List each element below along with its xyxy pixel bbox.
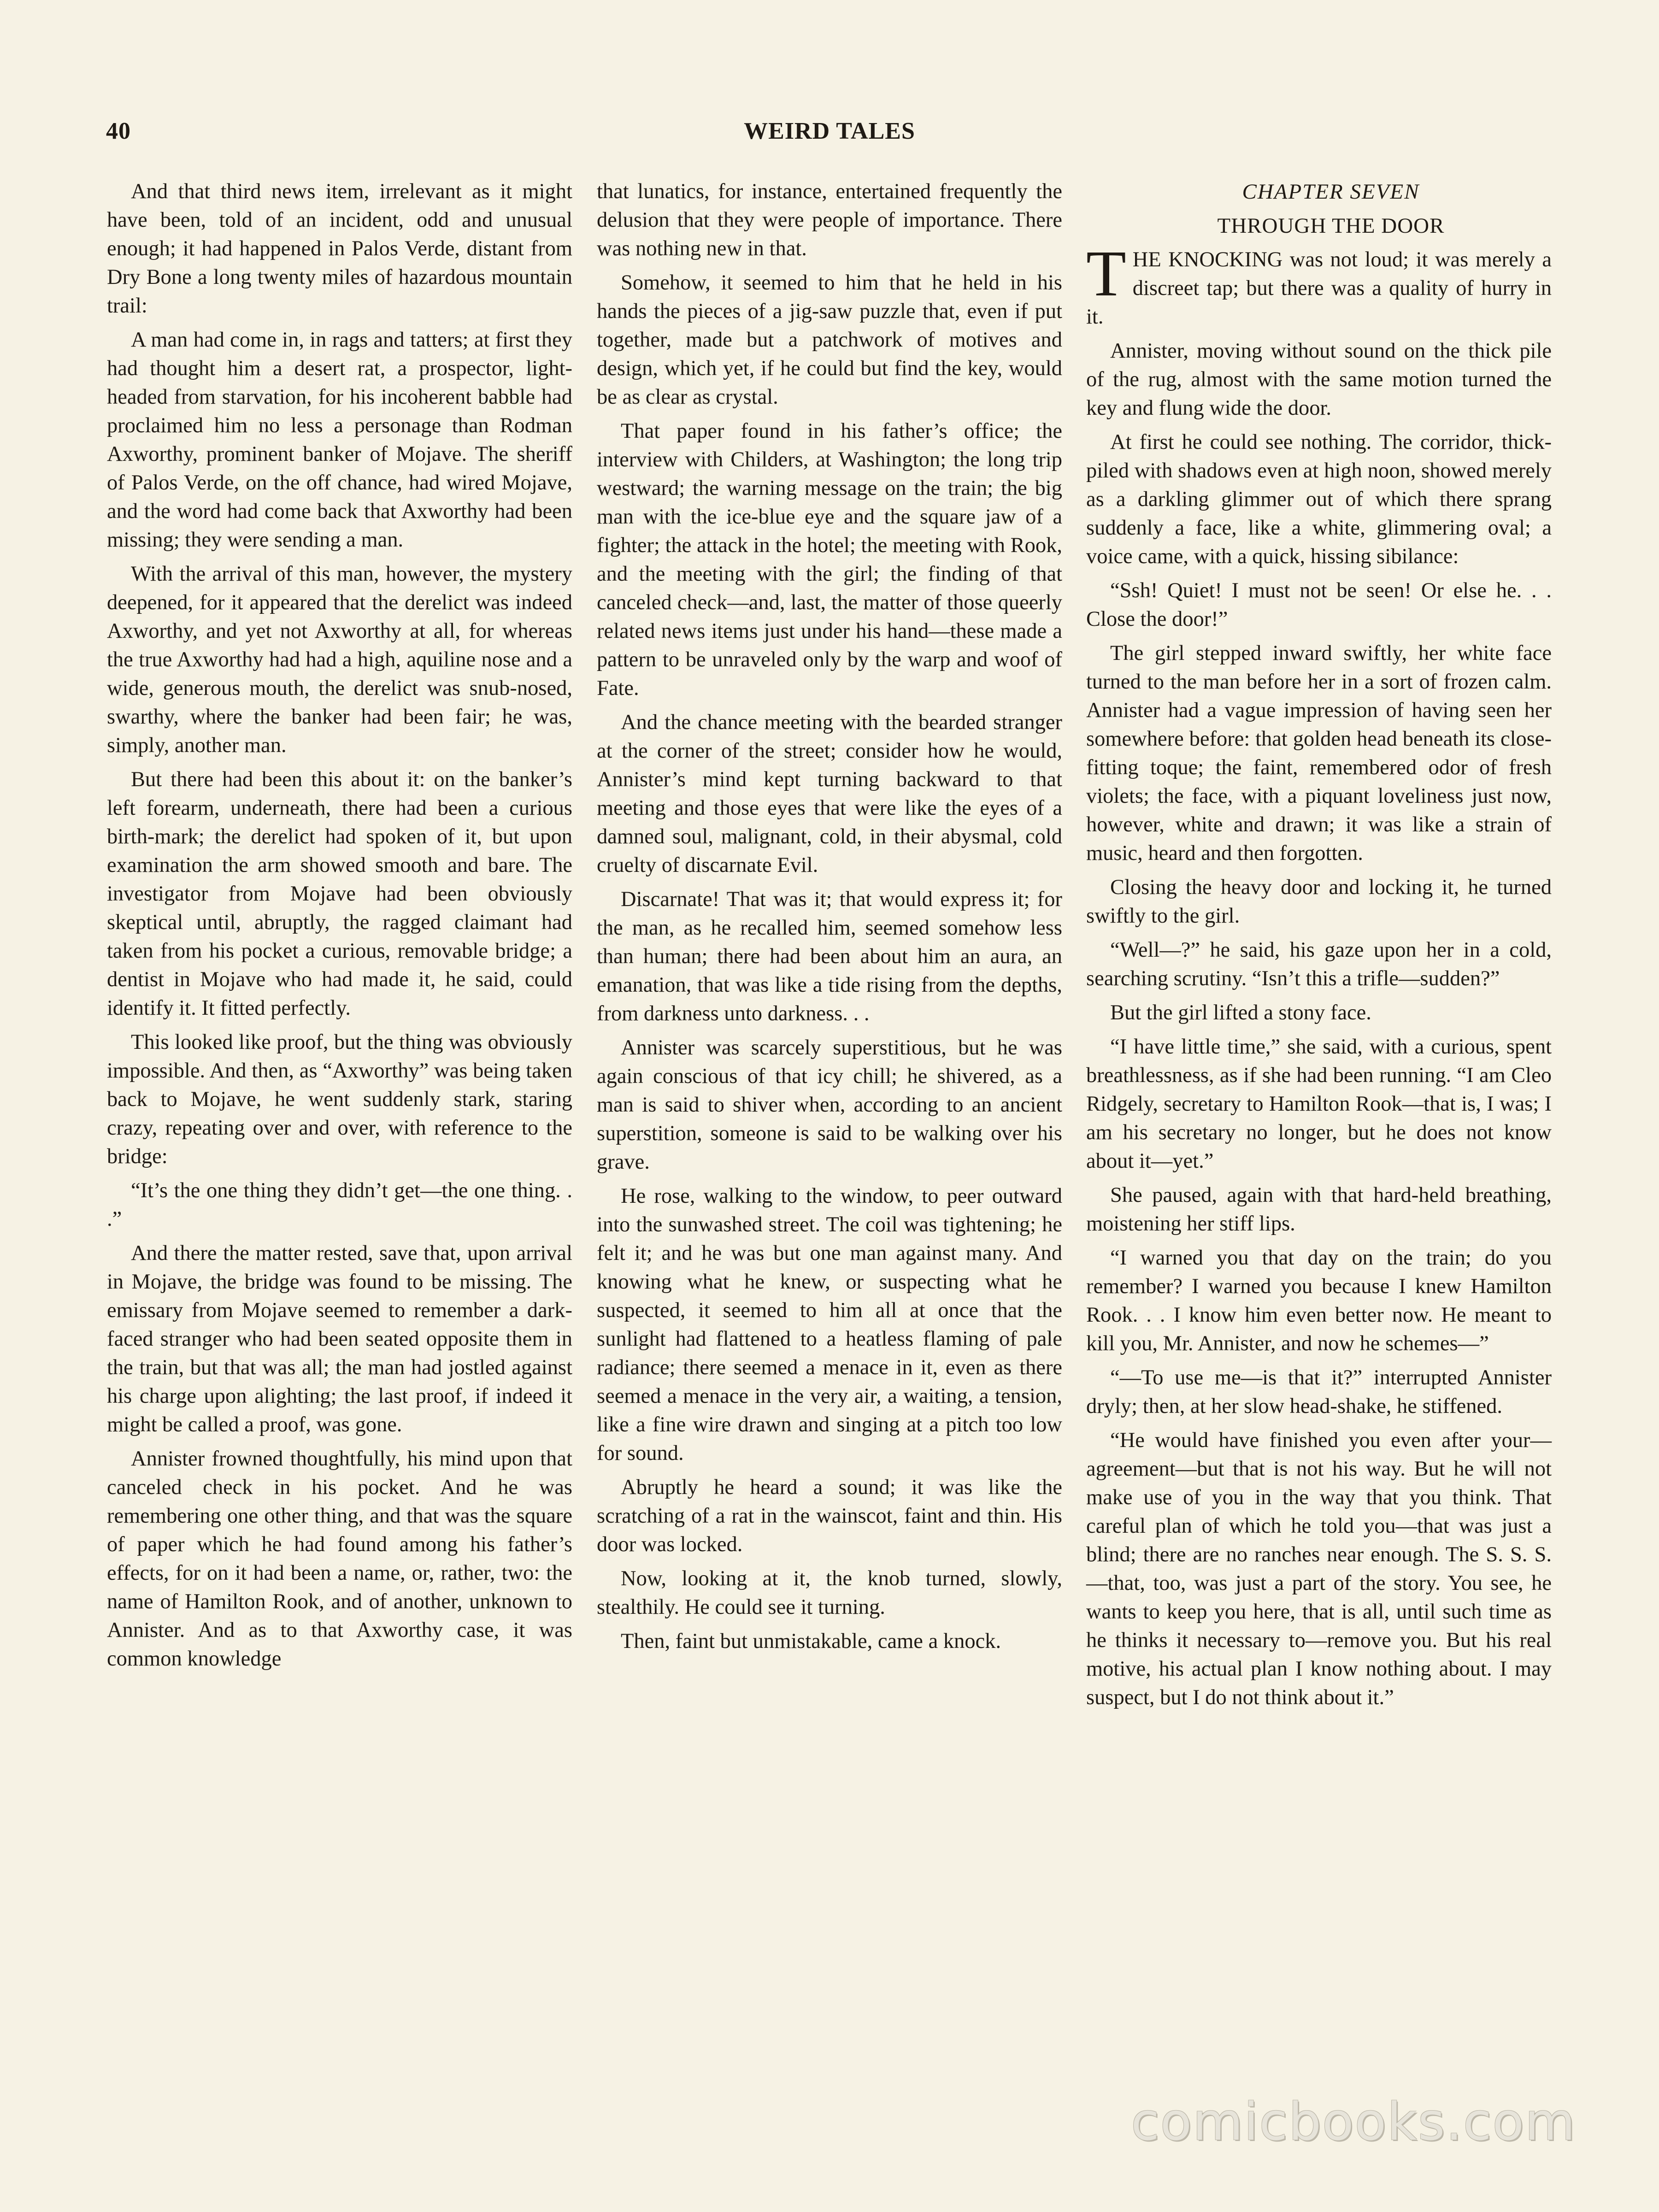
chapter-label: CHAPTER SEVEN	[1242, 180, 1420, 204]
paragraph: “Well—?” he said, his gaze upon her in a cold, searching scrutiny. “Isn’t this a trifle—sudden?”	[1086, 938, 1552, 990]
paragraph: She paused, again with that hard-held breathing, moistening her stiff lips.	[1086, 1183, 1552, 1235]
opening-text: HE KNOCKING was not loud; it was merely a discreet tap; but there was a quality of hurry in it.	[1086, 248, 1552, 329]
paragraph: Annister frowned thoughtfully, his mind upon that canceled check in his pocket. And he was remembering one other thing, and that was the square of paper which he had found among his father’s effects, for on it had been a name, or, rather, two: the name of Hamilton Rook, and of another, unknown to Annister. And as to that Axworthy case, it was common knowledge	[107, 1447, 572, 1671]
paragraph: Abruptly he heard a sound; it was like the scratching of a rat in the wainscot, faint and thin. His door was locked.	[597, 1476, 1062, 1556]
opening-paragraph	[1086, 237, 1552, 331]
drop-cap: T	[1086, 237, 1126, 310]
paragraph: “He would have finished you even after your—agreement—but that is not his way. But he will not make use of you in the way that you think. That careful plan of which he told you—that was just a blind; there are no ranches near enough. The S. S. S.—that, too, was just a part of the story. You see, he wants to keep you here, that is all, until such time as he thinks it necessary to—remove you. But his real motive, his actual plan I know nothing about. I may suspect, but I do not think about it.”	[1086, 1429, 1552, 1709]
paragraph: But there had been this about it: on the banker’s left forearm, underneath, there had been a curious birth-mark; the derelict had spoken of it, but upon examination the arm showed smooth and bare. The investigator from Mojave had been obviously skeptical until, abruptly, the ragged claimant had taken from his pocket a curious, removable bridge; a dentist in Mojave who had made it, he said, could identify it. It fitted perfectly.	[107, 768, 572, 1020]
page-header	[106, 118, 1553, 154]
paragraph: “It’s the one thing they didn’t get—the one thing. . .”	[107, 1179, 572, 1231]
paragraph: “—To use me—is that it?” interrupted Annister dryly; then, at her slow head-shake, he stiffened.	[1086, 1366, 1552, 1418]
running-title: WEIRD TALES	[744, 118, 915, 144]
site-watermark: comicbooks.com	[1130, 2092, 1576, 2152]
paragraph: And there the matter rested, save that, upon arrival in Mojave, the bridge was found to be missing. The emissary from Mojave seemed to remember a dark-faced stranger who had been seated opposite them in the train, but that was all; the man had jostled against his charge upon alighting; the last proof, if indeed it might be called a proof, was gone.	[107, 1241, 572, 1436]
paragraph: Annister, moving without sound on the thick pile of the rug, almost with the same motion turned the key and flung wide the door.	[1086, 339, 1552, 420]
paragraph: Now, looking at it, the knob turned, slowly, stealthily. He could see it turning.	[597, 1567, 1062, 1619]
text-column-3	[1086, 177, 1552, 1718]
paragraph: Discarnate! That was it; that would express it; for the man, as he recalled him, seemed somehow less than human; there had been about him an aura, an emanation, that was like a tide rising from the depths, from darkness unto darkness. . .	[597, 888, 1062, 1025]
paragraph: At first he could see nothing. The corridor, thick-piled with shadows even at high noon, showed merely as a darkling glimmer out of which there sprang suddenly a face, like a white, glimmering oval; a voice came, with a quick, hissing sibilance:	[1086, 430, 1552, 568]
paragraph: The girl stepped inward swiftly, her white face turned to the man before her in a sort of frozen calm. Annister had a vague impression of having seen her somewhere before: that golden head beneath its close-fitting toque; the faint, remembered odor of fresh violets; the face, with a piquant loveliness just now, however, white and drawn; it was like a strain of music, heard and then forgotten.	[1086, 641, 1552, 865]
paragraph: “Ssh! Quiet! I must not be seen! Or else he. . . Close the door!”	[1086, 579, 1552, 631]
paragraph: That paper found in his father’s office; the interview with Childers, at Washington; the long trip westward; the warning message on the train; the big man with the ice-blue eye and the square jaw of a fighter; the attack in the hotel; the meeting with Rook, and the meeting with the girl; the finding of that canceled check—and, last, the matter of those queerly related news items just under his hand—these made a pattern to be unraveled only by the warp and woof of Fate.	[597, 419, 1062, 700]
paragraph: A man had come in, in rags and tatters; at first they had thought him a desert rat, a prospector, light-headed from starvation, for his incoherent babble had proclaimed him no less a personage than Rodman Axworthy, prominent banker of Mojave. The sheriff of Palos Verde, on the off chance, had wired Mojave, and the word had come back that Axworthy had been missing; they were sending a man.	[107, 328, 572, 552]
chapter-title: THROUGH THE DOOR	[1217, 214, 1445, 238]
paragraph: And the chance meeting with the bearded stranger at the corner of the street; consider how he would, Annister’s mind kept turning backward to that meeting and those eyes that were like the eyes of a damned soul, malignant, cold, in their abysmal, cold cruelty of discarnate Evil.	[597, 711, 1062, 877]
paragraph: that lunatics, for instance, entertained frequently the delusion that they were people of importance. There was nothing new in that.	[597, 180, 1062, 260]
paragraph: Annister was scarcely superstitious, but he was again conscious of that icy chill; he shivered, as a man is said to shiver when, according to an ancient superstition, someone is said to be walking over his grave.	[597, 1036, 1062, 1174]
paragraph: And that third news item, irrelevant as it might have been, told of an incident, odd and unusual enough; it had happened in Palos Verde, distant from Dry Bone a long twenty miles of hazardous mountain trail:	[107, 180, 572, 318]
paragraph: Somehow, it seemed to him that he held in his hands the pieces of a jig-saw puzzle that, even if put together, made but a patchwork of motives and design, which yet, if he could but find the key, would be as clear as crystal.	[597, 271, 1062, 409]
paragraph: Closing the heavy door and locking it, he turned swiftly to the girl.	[1086, 876, 1552, 928]
paragraph: With the arrival of this man, however, the mystery deepened, for it appeared that the derelict was indeed Axworthy, and yet not Axworthy at all, for whereas the true Axworthy had had a high, aquiline nose and a wide, generous mouth, the derelict was snub-nosed, swarthy, where the banker had been fair; he was, simply, another man.	[107, 562, 572, 757]
paragraph: Then, faint but unmistakable, came a knock.	[621, 1630, 1001, 1653]
paragraph: But the girl lifted a stony face.	[1110, 1001, 1371, 1024]
paragraph: This looked like proof, but the thing was obviously impossible. And then, as “Axworthy” was being taken back to Mojave, he went suddenly stark, staring crazy, repeating over and over, with reference to the bridge:	[107, 1030, 572, 1168]
page-number: 40	[106, 118, 131, 144]
paragraph: He rose, walking to the window, to peer outward into the sunwashed street. The coil was tightening; he felt it; and he was but one man against many. And knowing what he knew, or suspecting what he suspected, it seemed to him all at once that the sunlight had flattened to a heatless flaming of pale radiance; there seemed a menace in it, even as there seemed a menace in the very air, a waiting, a tension, like a fine wire drawn and singing at a pitch too low for sound.	[597, 1184, 1062, 1465]
paragraph: “I have little time,” she said, with a curious, spent breathlessness, as if she had been running. “I am Cleo Ridgely, secretary to Hamilton Rook—that is, I was; I am his secretary no longer, but he does not know about it—yet.”	[1086, 1035, 1552, 1173]
text-column-1	[107, 177, 572, 1679]
text-column-2	[597, 177, 1062, 1661]
paragraph: “I warned you that day on the train; do you remember? I warned you because I knew Hamilton Rook. . . I know him even better now. He meant to kill you, Mr. Annister, and now he schemes—”	[1086, 1246, 1552, 1355]
